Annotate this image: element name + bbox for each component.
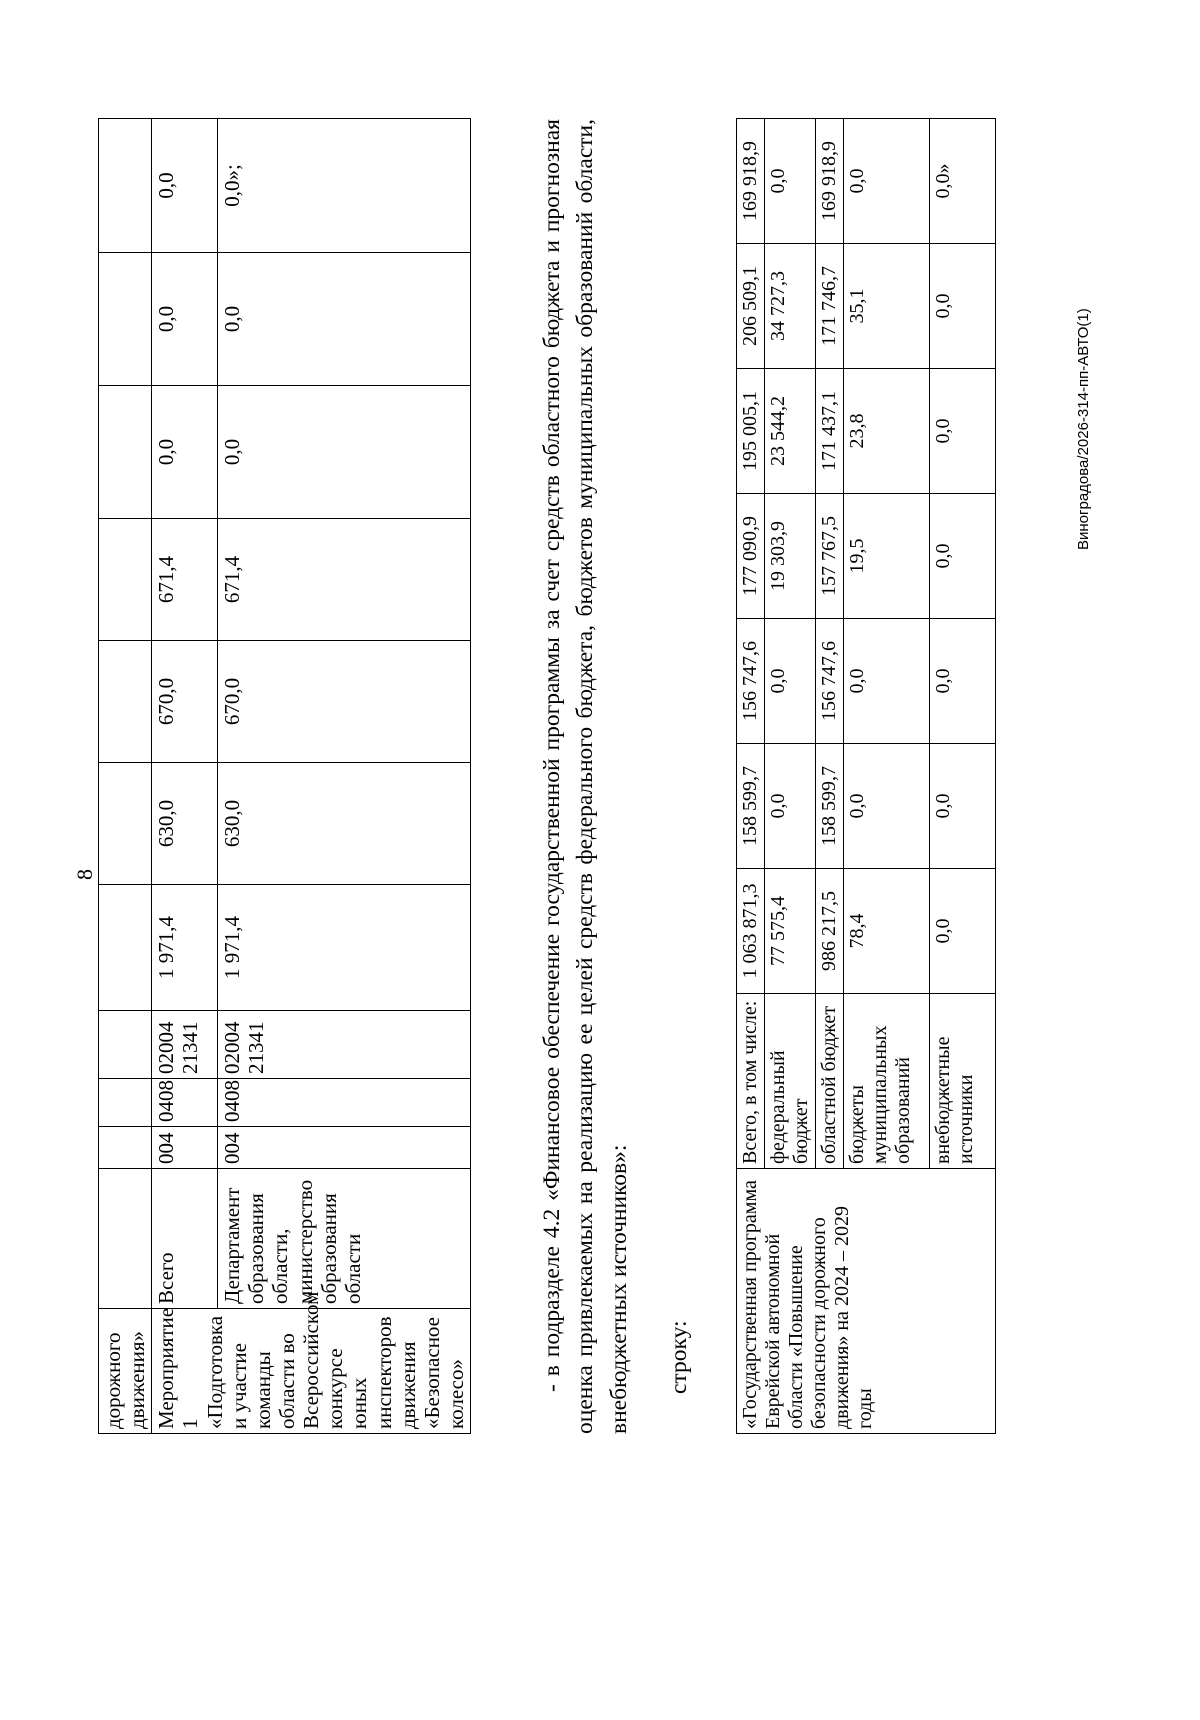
grbs-cell: 004 xyxy=(218,1127,471,1169)
value-cell: 1 971,4 xyxy=(218,885,471,1011)
value-cell: 0,0»; xyxy=(218,119,471,253)
value-cell: 171 746,7 xyxy=(816,244,844,369)
value-cell: 0,0 xyxy=(218,386,471,519)
amendment-paragraph xyxy=(536,119,636,1434)
value-cell: 78,4 xyxy=(844,869,930,994)
executor-cell: Департамент образования области, министерство образования области xyxy=(218,1169,471,1309)
value-cell: 77 575,4 xyxy=(765,869,816,994)
value-cell: 158 599,7 xyxy=(816,744,844,869)
value-cell: 1 063 871,3 xyxy=(737,869,765,994)
value-cell: 169 918,9 xyxy=(816,119,844,244)
document-footer: Виноградова/2026-314-пп-АВТО(1) xyxy=(1075,308,1092,550)
value-cell: 0,0 xyxy=(844,119,930,244)
value-cell: 34 727,3 xyxy=(765,244,816,369)
value-cell: 0,0 xyxy=(930,369,996,494)
value-cell: 630,0 xyxy=(152,763,218,885)
source-cell: бюджеты муниципальных образований xyxy=(844,994,930,1169)
source-cell: областной бюджет xyxy=(816,994,844,1169)
value-cell: 171 437,1 xyxy=(816,369,844,494)
value-cell: 0,0 xyxy=(765,119,816,244)
value-cell: 0,0 xyxy=(930,869,996,994)
table-row xyxy=(152,119,218,1434)
table-row xyxy=(99,119,152,1434)
value-cell: 169 918,9 xyxy=(737,119,765,244)
value-cell: 1 971,4 xyxy=(152,885,218,1011)
paragraph-text: - в подразделе 4.2 «Финансовое обеспечение государственной программы за счет средств областного бюджета и прогнозная оценка привлекаемых на реализацию ее целей средств федерального бюджета, бюджетов муниципальных образований области, внебюджетных источников»: xyxy=(539,119,632,1434)
value-cell: 670,0 xyxy=(152,641,218,763)
value-cell: 206 509,1 xyxy=(737,244,765,369)
value-cell: 0,0» xyxy=(930,119,996,244)
value-cell: 0,0 xyxy=(765,619,816,744)
value-cell: 23 544,2 xyxy=(765,369,816,494)
table-row xyxy=(737,119,765,1434)
source-cell: Всего, в том числе: xyxy=(737,994,765,1169)
value-cell: 671,4 xyxy=(152,519,218,641)
measures-table xyxy=(98,118,471,1434)
value-cell: 19,5 xyxy=(844,494,930,619)
value-cell: 0,0 xyxy=(930,244,996,369)
value-cell: 157 767,5 xyxy=(816,494,844,619)
csr-cell: 02004 21341 xyxy=(152,1011,218,1079)
value-cell: 0,0 xyxy=(930,619,996,744)
value-cell: 23,8 xyxy=(844,369,930,494)
value-cell: 0,0 xyxy=(218,253,471,386)
measure-name: Мероприятие 1 «Подготовка и участие команды области во Всероссийском конкурсе юных инспекторов движения «Безопасное колесо» xyxy=(152,1309,471,1434)
value-cell: 0,0 xyxy=(152,253,218,386)
value-cell: 0,0 xyxy=(844,619,930,744)
value-cell: 195 005,1 xyxy=(737,369,765,494)
value-cell: 986 217,5 xyxy=(816,869,844,994)
value-cell: 0,0 xyxy=(930,744,996,869)
value-cell: 630,0 xyxy=(218,763,471,885)
value-cell: 35,1 xyxy=(844,244,930,369)
executor-cell: Всего xyxy=(152,1169,218,1309)
program-name: «Государственная программа Еврейской автономной области «Повышение безопасности дорожного движения» на 2024 – 2029 годы xyxy=(737,1169,996,1434)
table-row xyxy=(218,119,471,1434)
value-cell: 177 090,9 xyxy=(737,494,765,619)
source-cell: федеральный бюджет xyxy=(765,994,816,1169)
grbs-cell: 004 xyxy=(152,1127,218,1169)
source-cell: внебюджетные источники xyxy=(930,994,996,1169)
csr-cell: 02004 21341 xyxy=(218,1011,471,1079)
value-cell: 670,0 xyxy=(218,641,471,763)
rzpr-cell: 0408 xyxy=(152,1079,218,1127)
measure-name-cont: дорожного движения» xyxy=(99,1309,152,1434)
value-cell: 156 747,6 xyxy=(816,619,844,744)
rzpr-cell: 0408 xyxy=(218,1079,471,1127)
value-cell: 0,0 xyxy=(930,494,996,619)
row-label: строку: xyxy=(666,1320,692,1394)
value-cell: 156 747,6 xyxy=(737,619,765,744)
value-cell: 0,0 xyxy=(152,386,218,519)
value-cell: 158 599,7 xyxy=(737,744,765,869)
value-cell: 19 303,9 xyxy=(765,494,816,619)
financing-table xyxy=(736,118,996,1434)
value-cell: 671,4 xyxy=(218,519,471,641)
value-cell: 0,0 xyxy=(844,744,930,869)
page-number: 8 xyxy=(72,869,97,880)
value-cell: 0,0 xyxy=(152,119,218,253)
value-cell: 0,0 xyxy=(765,744,816,869)
